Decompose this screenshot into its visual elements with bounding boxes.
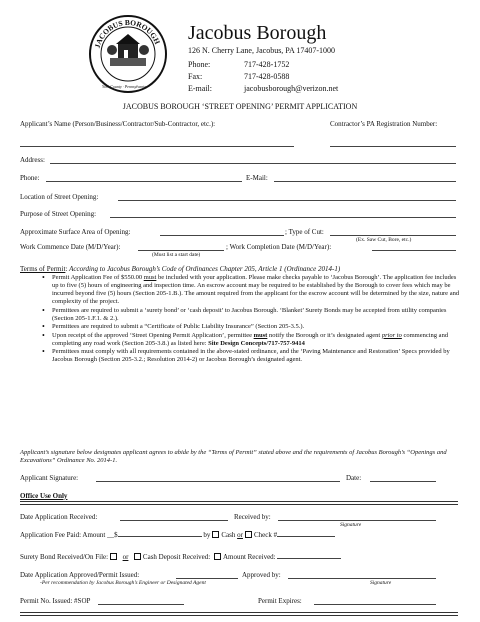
term-fee xyxy=(52,274,460,306)
term-insurance: • Permittees are required to submit a “Certificate of Public Liability Insurance” (Section 205-3.5.). xyxy=(52,323,460,331)
type-of-cut-label: ; Type of Cut: xyxy=(285,228,324,236)
received-by-label: Received by: xyxy=(234,513,271,521)
check-checkbox[interactable] xyxy=(245,531,252,538)
commence-date-field[interactable] xyxy=(138,250,224,251)
start-date-hint: (Must list a start date) xyxy=(152,252,201,258)
completion-date-label: ; Work Completion Date (M/D/Year): xyxy=(226,243,332,251)
commence-date-label: Work Commence Date (M/D/Year): xyxy=(20,243,121,251)
fax-value: 717-428-0588 xyxy=(244,72,290,81)
or-label: or xyxy=(237,531,243,539)
approved-by-label: Approved by: xyxy=(242,571,281,579)
phone-value: 717-428-1752 xyxy=(244,60,290,69)
or-label-2: or xyxy=(122,553,129,561)
agreement-text: Applicant’s signature below designates applicant agrees to abide by the “Terms of Permit” stated above and the requirements of Jacobus Borough’s “Openings and Excavations” Ordinance No. 2014-1. xyxy=(20,449,447,464)
terms-heading: Terms of Permit: According to Jacobus Borough’s Code of Ordinances Chapter 205, Article 1 (Ordinance 2014-1) xyxy=(20,265,341,273)
type-of-cut-field[interactable] xyxy=(330,235,456,236)
address-label: Address: xyxy=(20,156,45,164)
fee-amount-field[interactable] xyxy=(118,530,202,537)
seal-bottom-text: York County · Pennsylvania xyxy=(102,84,147,89)
check-number-field[interactable] xyxy=(277,530,335,537)
check-label: Check # xyxy=(253,531,278,539)
approved-date-field[interactable] xyxy=(176,578,238,579)
office-use-heading: Office Use Only xyxy=(20,492,68,500)
date-label: Date: xyxy=(346,474,362,482)
purpose-label: Purpose of Street Opening: xyxy=(20,210,97,218)
header-address: 126 N. Cherry Lane, Jacobus, PA 17407-1000 xyxy=(188,46,336,55)
surety-row xyxy=(20,552,341,561)
permit-expires-label: Permit Expires: xyxy=(258,597,302,605)
phone-label: Phone: xyxy=(188,60,211,69)
cash-label: Cash xyxy=(221,531,236,539)
location-label: Location of Street Opening: xyxy=(20,193,99,201)
fax-label: Fax: xyxy=(188,72,203,81)
permit-no-label: Permit No. Issued: #SOP xyxy=(20,597,91,605)
term-notify-contact: Site Design Concepts/717-757-9414 xyxy=(208,339,305,347)
surface-area-field[interactable] xyxy=(160,235,284,236)
applicant-name-label: Applicant’s Name (Person/Business/Contractor/Sub-Contractor, etc.): xyxy=(20,120,216,128)
email-value: jacobusborough@verizon.net xyxy=(244,84,339,93)
email-field[interactable] xyxy=(274,181,456,182)
term-notify-mid: notify the Borough or it’s designated agent xyxy=(267,331,382,339)
cash-deposit-checkbox[interactable] xyxy=(134,553,141,560)
contractor-reg-label: Contractor’s PA Registration Number: xyxy=(330,120,438,128)
terms-list xyxy=(20,274,460,365)
completion-date-field[interactable] xyxy=(372,250,456,251)
office-divider-top xyxy=(20,501,458,505)
permit-no-field[interactable] xyxy=(98,604,184,605)
approved-signature-hint: Signature xyxy=(370,580,392,586)
location-field[interactable] xyxy=(118,200,456,201)
term-notify-must: must xyxy=(253,331,268,339)
email-field-label: E-Mail: xyxy=(246,174,268,182)
approved-label: Date Application Approved/Permit Issued: xyxy=(20,571,140,579)
fee-paid-row xyxy=(20,530,335,539)
fee-paid-label: Application Fee Paid: Amount __$ xyxy=(20,531,118,539)
approved-by-field[interactable] xyxy=(288,578,436,579)
term-comply: • Permittees must comply with all requirements contained in the above-stated ordinance, and the ‘Paving Maintenance and Restoration’ Specs provided by Jacobus Borough (Section 205-3.2.; Resolution 2014-2) or Jacobus Borough’s designated agent. xyxy=(52,348,460,364)
type-of-cut-hint: (Ex. Saw Cut, Bore, etc.) xyxy=(356,237,412,243)
permit-expires-field[interactable] xyxy=(314,604,436,605)
terms-heading-note: According to Jacobus Borough’s Code of Ordinances Chapter 205, Article 1 (Ordinance 2014-1) xyxy=(69,265,341,273)
contractor-reg-field[interactable] xyxy=(330,146,456,147)
surface-area-label: Approximate Surface Area of Opening: xyxy=(20,228,131,236)
date-received-field[interactable] xyxy=(120,520,228,521)
received-signature-hint: Signature xyxy=(340,522,362,528)
applicant-name-field[interactable] xyxy=(20,146,294,147)
office-divider-bottom xyxy=(20,612,458,616)
received-by-field[interactable] xyxy=(278,520,436,521)
surety-label: Surety Bond Received/On File: xyxy=(20,553,109,561)
amount-received-checkbox[interactable] xyxy=(214,553,221,560)
signature-label: Applicant Signature: xyxy=(20,474,79,482)
seal-text: JACOBUS BOROUGH xyxy=(92,17,163,50)
seal-icon xyxy=(88,14,168,94)
term-fee-detail: be included with your application. Please make checks payable to ‘Jacobus Borough’. The application fee includes up to five (5) hours of engineering and inspection time. An escrow account may be required to be established by the Borough to cover fees which may be incurred beyond five (5) hours (Section 205-1.B.). The amount required from the applicant for the escrow account will be determined by the size, nature and complexity of the project. xyxy=(52,274,460,305)
approved-hint: -Per recommendation by Jacobus Borough’s Engineer or Designated Agent xyxy=(40,580,206,586)
amount-received-field[interactable] xyxy=(277,552,341,559)
phone-field[interactable] xyxy=(46,181,242,182)
date-received-label: Date Application Received: xyxy=(20,513,98,521)
term-notify-post: commencing and completing any road work (Section 205-3.8.) as listed here: xyxy=(52,331,449,347)
date-field[interactable] xyxy=(370,481,436,482)
borough-seal xyxy=(88,14,168,94)
by-label: by xyxy=(203,531,211,539)
cash-checkbox[interactable] xyxy=(212,531,219,538)
terms-heading-label: Terms of Permit xyxy=(20,265,66,273)
surety-checkbox[interactable] xyxy=(110,553,117,560)
page-title: Jacobus Borough xyxy=(188,22,327,44)
term-notify-text: Upon receipt of the approved ‘Street Opening Permit Application’, permittee xyxy=(52,331,254,339)
term-fee-must: must xyxy=(143,274,157,281)
amount-received-label: Amount Received: xyxy=(222,553,276,561)
signature-field[interactable] xyxy=(96,481,340,482)
address-field[interactable] xyxy=(50,163,456,164)
purpose-field[interactable] xyxy=(110,217,456,218)
term-fee-text: Permit Application Fee of $550.00 xyxy=(52,274,144,281)
cash-deposit-label: Cash Deposit Received: xyxy=(142,553,211,561)
form-title: JACOBUS BOROUGH ‘STREET OPENING’ PERMIT APPLICATION xyxy=(122,102,358,111)
term-notify xyxy=(52,332,460,348)
term-notify-prior: prior to xyxy=(381,331,402,339)
email-label: E-mail: xyxy=(188,84,212,93)
phone-field-label: Phone: xyxy=(20,174,40,182)
term-surety: • Permittees are required to submit a ‘surety bond’ or ‘cash deposit’ to Jacobus Borough. ‘Blanket’ Surety Bonds may be accepted from utility companies (Section 205-1.F.1. & 2.). xyxy=(52,307,460,323)
